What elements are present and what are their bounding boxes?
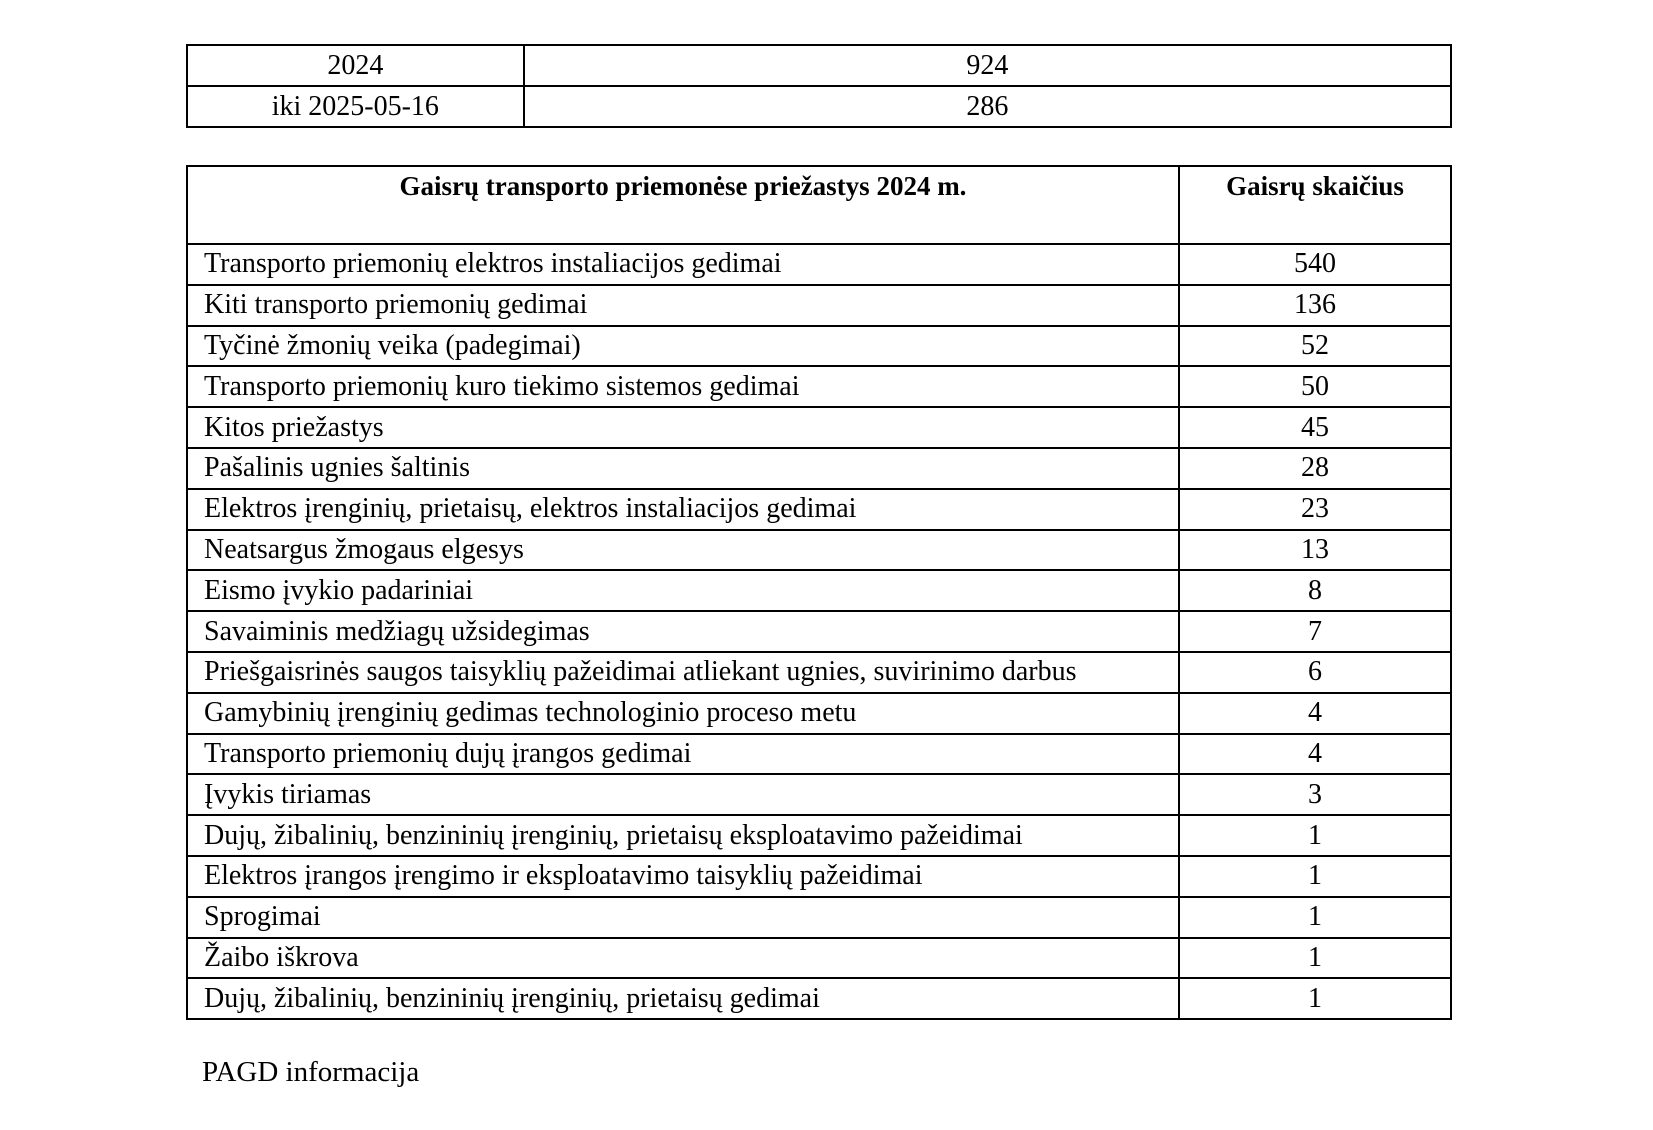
- table-row: [187, 774, 1451, 815]
- table-row: [187, 45, 1451, 86]
- table-row: [187, 897, 1451, 938]
- cause-cell: Kiti transporto priemonių gedimai: [187, 285, 1179, 326]
- table-row: [187, 448, 1451, 489]
- cause-column-header: Gaisrų transporto priemonėse priežastys 2024 m.: [187, 166, 1179, 244]
- count-cell: 23: [1179, 489, 1451, 530]
- count-cell: 50: [1179, 366, 1451, 407]
- cause-cell: Priešgaisrinės saugos taisyklių pažeidimai atliekant ugnies, suvirinimo darbus: [187, 652, 1179, 693]
- table-row: [187, 815, 1451, 856]
- table-row: [187, 611, 1451, 652]
- table-row: [187, 652, 1451, 693]
- count-cell: 4: [1179, 693, 1451, 734]
- cause-cell: Elektros įrangos įrengimo ir eksploatavimo taisyklių pažeidimai: [187, 856, 1179, 897]
- table-row: [187, 326, 1451, 367]
- count-cell: 52: [1179, 326, 1451, 367]
- table-row: [187, 489, 1451, 530]
- table-row: [187, 244, 1451, 285]
- causes-table-body: [187, 244, 1451, 1019]
- summary-table-body: [187, 45, 1451, 127]
- count-cell: 3: [1179, 774, 1451, 815]
- table-row: [187, 285, 1451, 326]
- cause-cell: Kitos priežastys: [187, 407, 1179, 448]
- cause-cell: Neatsargus žmogaus elgesys: [187, 530, 1179, 571]
- summary-table: [186, 44, 1452, 128]
- table-row: [187, 407, 1451, 448]
- count-cell: 45: [1179, 407, 1451, 448]
- cause-cell: Transporto priemonių dujų įrangos gedimai: [187, 734, 1179, 775]
- count-cell: 136: [1179, 285, 1451, 326]
- value-cell: 286: [524, 86, 1451, 127]
- count-cell: 7: [1179, 611, 1451, 652]
- table-row: [187, 734, 1451, 775]
- cause-cell: Sprogimai: [187, 897, 1179, 938]
- cause-cell: Transporto priemonių kuro tiekimo sistemos gedimai: [187, 366, 1179, 407]
- table-row: [187, 978, 1451, 1019]
- count-cell: 28: [1179, 448, 1451, 489]
- cause-cell: Eismo įvykio padariniai: [187, 570, 1179, 611]
- table-header-row: [187, 166, 1451, 244]
- cause-cell: Transporto priemonių elektros instaliacijos gedimai: [187, 244, 1179, 285]
- table-row: [187, 693, 1451, 734]
- count-cell: 1: [1179, 978, 1451, 1019]
- count-cell: 4: [1179, 734, 1451, 775]
- table-row: [187, 530, 1451, 571]
- table-row: [187, 938, 1451, 979]
- cause-cell: Žaibo iškrova: [187, 938, 1179, 979]
- count-column-header: Gaisrų skaičius: [1179, 166, 1451, 244]
- count-cell: 1: [1179, 897, 1451, 938]
- cause-cell: Pašalinis ugnies šaltinis: [187, 448, 1179, 489]
- cause-cell: Gamybinių įrenginių gedimas technologinio proceso metu: [187, 693, 1179, 734]
- cause-cell: Savaiminis medžiagų užsidegimas: [187, 611, 1179, 652]
- table-row: [187, 366, 1451, 407]
- cause-cell: Įvykis tiriamas: [187, 774, 1179, 815]
- cause-cell: Dujų, žibalinių, benzininių įrenginių, prietaisų eksploatavimo pažeidimai: [187, 815, 1179, 856]
- table-row: [187, 86, 1451, 127]
- table-row: [187, 856, 1451, 897]
- period-cell: iki 2025-05-16: [187, 86, 524, 127]
- count-cell: 1: [1179, 856, 1451, 897]
- count-cell: 1: [1179, 815, 1451, 856]
- cause-cell: Dujų, žibalinių, benzininių įrenginių, prietaisų gedimai: [187, 978, 1179, 1019]
- causes-table: [186, 165, 1452, 1020]
- source-note: PAGD informacija: [202, 1056, 420, 1088]
- value-cell: 924: [524, 45, 1451, 86]
- cause-cell: Tyčinė žmonių veika (padegimai): [187, 326, 1179, 367]
- count-cell: 13: [1179, 530, 1451, 571]
- count-cell: 6: [1179, 652, 1451, 693]
- count-cell: 540: [1179, 244, 1451, 285]
- count-cell: 8: [1179, 570, 1451, 611]
- period-cell: 2024: [187, 45, 524, 86]
- count-cell: 1: [1179, 938, 1451, 979]
- table-row: [187, 570, 1451, 611]
- cause-cell: Elektros įrenginių, prietaisų, elektros instaliacijos gedimai: [187, 489, 1179, 530]
